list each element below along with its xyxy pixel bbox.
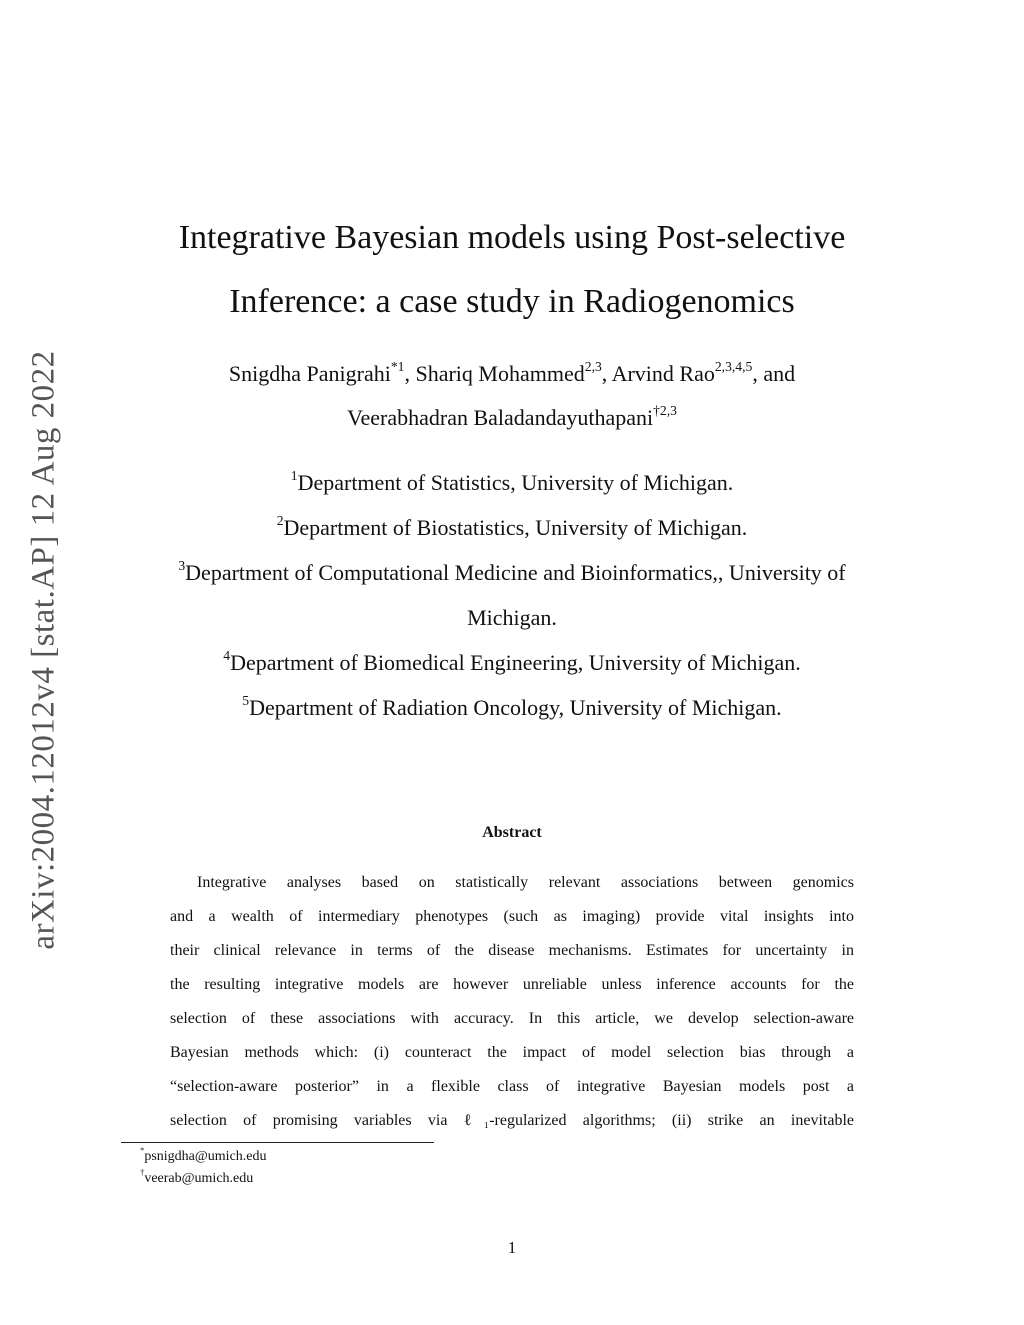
author-affiliation-mark: †2,3 [653, 402, 677, 418]
author-line-1 [0, 352, 1024, 396]
author-affiliation-mark: 2,3 [584, 358, 602, 374]
abstract-line: Bayesian methods which: (i) counteract the impact of model selection bias through a [170, 1044, 854, 1061]
author-name: Arvind Rao [611, 361, 715, 386]
affiliation-number: 4 [223, 647, 231, 663]
abstract-line: and a wealth of intermediary phenotypes (such as imaging) provide vital insights into [170, 908, 854, 925]
abstract-line: selection of promising variables via ℓ₁-regularized algorithms; (ii) strike an inevitable [170, 1112, 854, 1129]
paper-title [0, 206, 1024, 334]
title-line-1: Integrative Bayesian models using Post-selective [178, 219, 846, 256]
abstract-line: Integrative analyses based on statistically relevant associations between genomics [197, 874, 854, 891]
footnote-text: veerab@umich.edu [144, 1171, 254, 1186]
footnote-text: psnigdha@umich.edu [144, 1149, 267, 1164]
footnote-mark: † [140, 1167, 145, 1178]
author-name: Veerabhadran Baladandayuthapani [347, 405, 654, 430]
abstract-line: “selection-aware posterior” in a flexible class of integrative Bayesian models post a [170, 1078, 854, 1095]
affiliation-1 [0, 460, 1024, 505]
affiliation-number: 5 [242, 692, 250, 708]
footnote-divider [121, 1142, 434, 1143]
affiliation-text: Department of Computational Medicine and Bioinformatics,, University of [185, 560, 846, 585]
footnote-email-2 [140, 1168, 267, 1190]
author-separator: , and [752, 361, 796, 386]
author-separator: , [601, 361, 612, 386]
affiliation-text: Department of Radiation Oncology, University of Michigan. [249, 695, 782, 720]
author-list [0, 352, 1024, 440]
affiliation-text: Department of Biostatistics, University of Michigan. [283, 515, 748, 540]
affiliation-number: 2 [276, 512, 284, 528]
author-affiliation-mark: 2,3,4,5 [714, 358, 753, 374]
author-name: Shariq Mohammed [415, 361, 585, 386]
affiliation-4 [0, 640, 1024, 685]
author-line-2 [0, 396, 1024, 440]
affiliation-number: 3 [178, 557, 186, 573]
affiliation-3 [0, 550, 1024, 595]
affiliation-5 [0, 685, 1024, 730]
title-line-2: Inference: a case study in Radiogenomics [229, 283, 795, 320]
abstract-heading: Abstract [482, 824, 542, 841]
author-separator: , [404, 361, 416, 386]
affiliation-2 [0, 505, 1024, 550]
arxiv-identifier-stamp: arXiv:2004.12012v4 [stat.AP] 12 Aug 2022 [25, 350, 62, 950]
affiliation-text: Department of Biomedical Engineering, University of Michigan. [230, 650, 801, 675]
footnote-mark: * [140, 1145, 145, 1156]
author-affiliation-mark: *1 [390, 358, 405, 374]
abstract-body [170, 866, 854, 1138]
author-name: Snigdha Panigrahi [228, 361, 391, 386]
footnotes [140, 1146, 267, 1190]
abstract-line: their clinical relevance in terms of the disease mechanisms. Estimates for uncertainty in [170, 942, 854, 959]
affiliation-list [0, 460, 1024, 730]
abstract-line: the resulting integrative models are however unreliable unless inference accounts for the [170, 976, 854, 993]
affiliation-text: Department of Statistics, University of Michigan. [297, 470, 734, 495]
footnote-email-1 [140, 1146, 267, 1168]
page-number: 1 [507, 1238, 517, 1257]
abstract-line: selection of these associations with accuracy. In this article, we develop selection-aware [170, 1010, 854, 1027]
affiliation-number: 1 [290, 467, 298, 483]
affiliation-3-continued: Michigan. [467, 605, 557, 630]
